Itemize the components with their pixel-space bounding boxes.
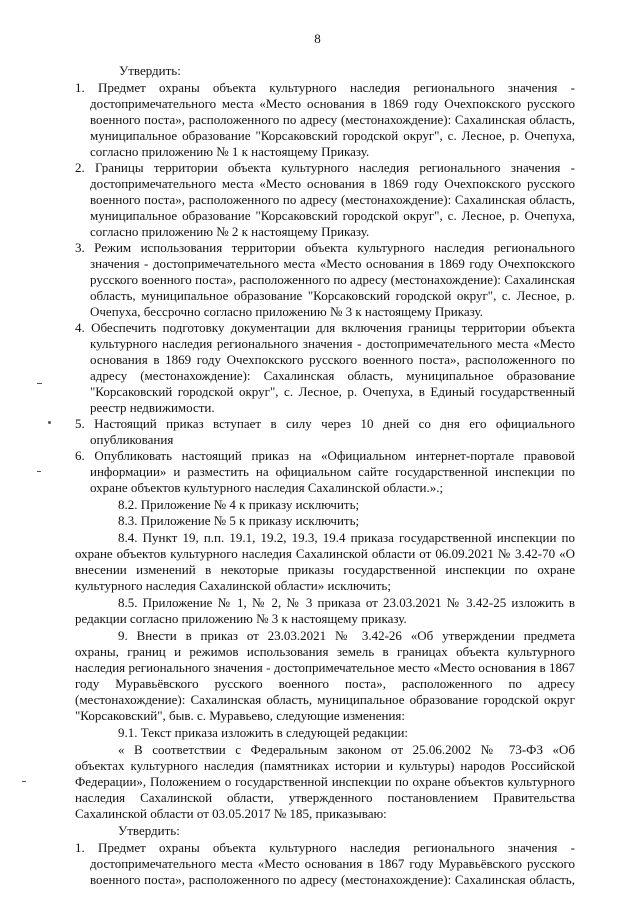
text-line: 8.2. Приложение № 4 к приказу исключить; bbox=[118, 497, 360, 512]
text-line: объектах культурного наследия (памятниках истории и культуры) народов Российской bbox=[75, 758, 575, 773]
text-line: Утвердить: bbox=[119, 63, 181, 78]
text-line: Федерации», Положением о государственной инспекции по охране объектов культурного bbox=[75, 774, 575, 789]
text-line: году Муравьёвского русского военного поста», расположенного по адресу bbox=[75, 676, 575, 691]
text-line: достопримечательного места «Место основания в 1869 году Очехпокского русского bbox=[90, 96, 575, 111]
text-line: редакции согласно приложению № 3 к настоящему приказу. bbox=[75, 611, 407, 626]
page-number: 8 bbox=[314, 31, 321, 46]
text-line: (местонахождение): Сахалинская область, муниципальное образование городской округ bbox=[75, 692, 575, 707]
text-line: 9.1. Текст приказа изложить в следующей редакции: bbox=[118, 725, 409, 740]
text-line: муниципальное образование "Корсаковский городской округ", с. Лесное, р. Очепуха, bbox=[90, 208, 575, 223]
text-line: 1. Предмет охраны объекта культурного наследия регионального значения - bbox=[75, 80, 575, 95]
text-line: военного поста», расположенного по адресу (местонахождение): Сахалинская область, bbox=[90, 192, 575, 207]
text-line: военного поста», расположенного по адресу (местонахождение): Сахалинская область, bbox=[90, 872, 575, 887]
text-line: охраны, границ и режимов использования земель в границах объекта культурного bbox=[75, 644, 575, 659]
text-line: 9. Внести в приказ от 23.03.2021 № 3.42-26 «Об утверждении предмета bbox=[118, 628, 575, 643]
text-line: Утвердить: bbox=[118, 823, 180, 838]
text-line: охране объектов культурного наследия Сахалинской области.».; bbox=[90, 480, 444, 495]
text-line: Очепуха, бессрочно согласно приложению № 3 к настоящему Приказу. bbox=[90, 304, 483, 319]
text-line: достопримечательного места «Место основания в 1867 году Муравьёвского русского bbox=[90, 856, 575, 871]
text-line: 8.4. Пункт 19, п.п. 19.1, 19.2, 19.3, 19.4 приказа государственной инспекции по bbox=[118, 530, 575, 545]
text-line: "Корсаковский городской округ", с. Лесное, р. Очепуха, в Единый государственный bbox=[90, 384, 575, 399]
text-line: "Корсаковский", быв. с. Муравьево, следующие изменения: bbox=[75, 708, 406, 723]
text-line: основания в 1869 году Очехпокского русского военного поста», расположенного по bbox=[90, 352, 575, 367]
text-line: область, муниципальное образование "Корсаковский городской округ", с. Лесное, р. bbox=[90, 288, 575, 303]
margin-mark bbox=[22, 781, 26, 782]
text-line: 3. Режим использования территории объекта культурного наследия регионального bbox=[75, 240, 575, 255]
text-line: « В соответствии с Федеральным законом от 25.06.2002 № 73-ФЗ «Об bbox=[118, 742, 575, 757]
text-line: адресу (местонахождение): Сахалинская область, муниципальное образование bbox=[90, 368, 575, 383]
text-line: культурного наследия регионального значения - достопримечательного места «Место bbox=[90, 336, 575, 351]
text-line: значения - достопримечательного места «Место основания в 1869 году Очехпокского bbox=[90, 256, 575, 271]
text-line: охране объектов культурного наследия Сахалинской области от 06.09.2021 № 3.42-70 «О bbox=[75, 546, 575, 561]
text-line: муниципальное образование "Корсаковский городской округ", с. Лесное, р. Очепуха, bbox=[90, 128, 575, 143]
text-line: реестр недвижимости. bbox=[90, 400, 215, 415]
margin-mark bbox=[48, 421, 51, 424]
text-line: русского военного поста», расположенного по адресу (местонахождение): Сахалинская bbox=[90, 272, 575, 287]
text-line: 1. Предмет охраны объекта культурного наследия регионального значения - bbox=[75, 840, 575, 855]
text-line: 6. Опубликовать настоящий приказ на «Официальном интернет-портале правовой bbox=[75, 448, 575, 463]
margin-mark bbox=[37, 383, 42, 384]
text-line: внесении изменений в некоторые приказы государственной инспекции по охране bbox=[75, 562, 575, 577]
text-line: 8.5. Приложение № 1, № 2, № 3 приказа от 23.03.2021 № 3.42-25 изложить в bbox=[118, 595, 575, 610]
text-line: согласно приложению № 1 к настоящему Приказу. bbox=[90, 144, 370, 159]
text-line: 5. Настоящий приказ вступает в силу через 10 дней со дня его официального bbox=[75, 416, 575, 431]
text-line: 2. Границы территории объекта культурного наследия регионального значения - bbox=[75, 160, 575, 175]
text-line: согласно приложению № 2 к настоящему Приказу. bbox=[90, 224, 370, 239]
text-line: военного поста», расположенного по адресу (местонахождение): Сахалинская область, bbox=[90, 112, 575, 127]
text-line: 8.3. Приложение № 5 к приказу исключить; bbox=[118, 513, 360, 528]
text-line: достопримечательного места «Место основания в 1869 году Очехпокского русского bbox=[90, 176, 575, 191]
text-line: наследия Сахалинской области, утвержденного постановлением Правительства bbox=[75, 790, 575, 805]
text-line: опубликования bbox=[90, 432, 174, 447]
text-line: культурного наследия Сахалинской области» исключить; bbox=[75, 578, 391, 593]
text-line: 4. Обеспечить подготовку документации для включения границы территории объекта bbox=[75, 320, 575, 335]
margin-mark bbox=[37, 471, 41, 472]
text-line: информации» и разместить на официальном сайте государственной инспекции по bbox=[90, 464, 575, 479]
text-line: наследия регионального значения - достопримечательное место «Место основания в 1867 bbox=[75, 660, 575, 675]
text-line: Сахалинской области от 03.05.2017 № 185, приказываю: bbox=[75, 806, 387, 821]
